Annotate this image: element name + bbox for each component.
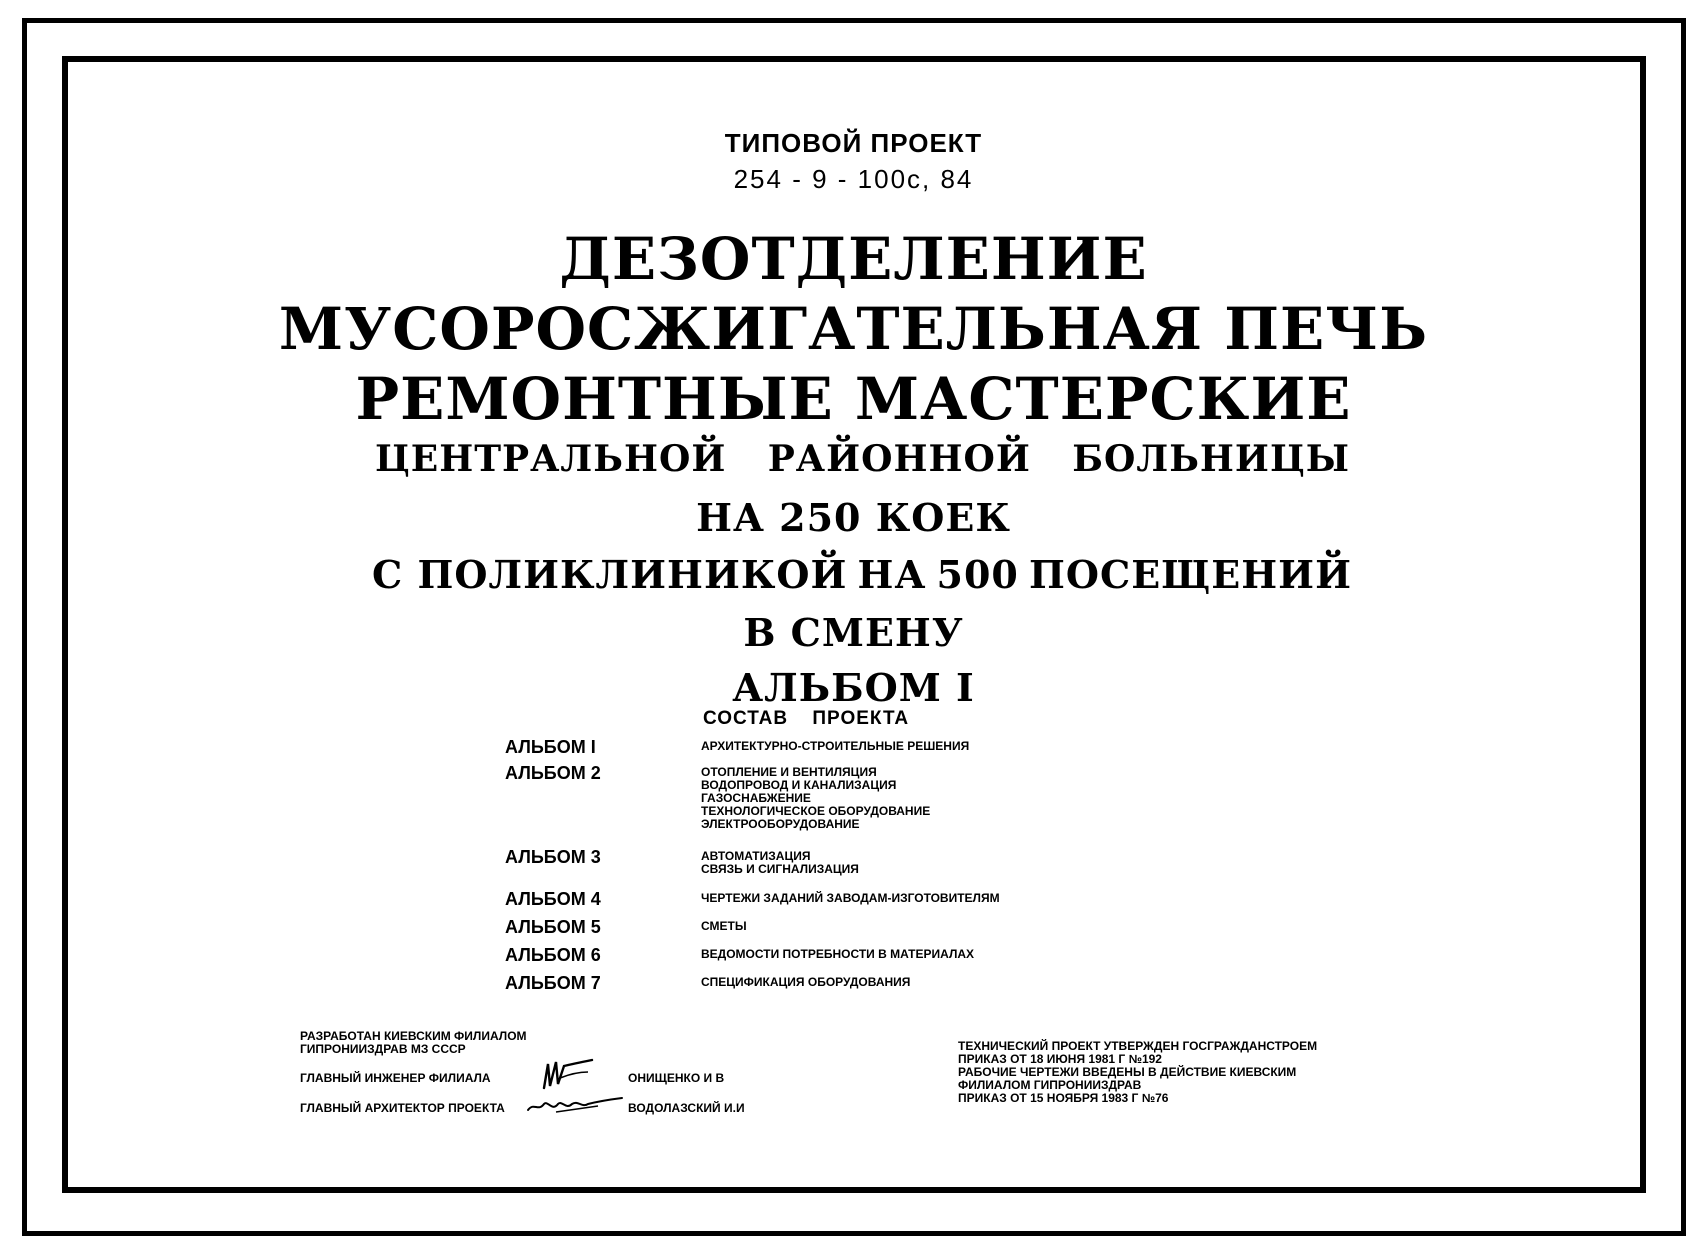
approval-line: РАБОЧИЕ ЧЕРТЕЖИ ВВЕДЕНЫ В ДЕЙСТВИЕ КИЕВСКИМ <box>958 1065 1297 1079</box>
title-line-6-word: С ПОЛИКЛИНИКОЙ <box>372 552 848 597</box>
album-item: АВТОМАТИЗАЦИЯ <box>701 849 811 863</box>
list-item <box>505 945 1205 973</box>
list-item <box>505 847 1205 889</box>
album-item: ОТОПЛЕНИЕ И ВЕНТИЛЯЦИЯ <box>701 765 877 779</box>
approval-line: ТЕХНИЧЕСКИЙ ПРОЕКТ УТВЕРЖДЕН ГОСГРАЖДАНСТРОЕМ <box>958 1039 1318 1053</box>
title-line-7: В СМЕНУ <box>743 610 964 655</box>
list-item <box>505 973 1205 1001</box>
chief-engineer-name: ОНИЩЕНКО И В <box>628 1071 725 1085</box>
chief-engineer-signature <box>540 1058 596 1092</box>
album-item: ВЕДОМОСТИ ПОТРЕБНОСТИ В МАТЕРИАЛАХ <box>701 947 975 961</box>
title-line-6 <box>372 552 1352 597</box>
type-code: 254 - 9 - 100с, 84 <box>733 164 974 194</box>
chief-architect-signature <box>526 1094 626 1116</box>
album-contents <box>701 763 930 847</box>
album-item: ВОДОПРОВОД И КАНАЛИЗАЦИЯ <box>701 778 897 792</box>
title-line-5: НА 250 КОЕК <box>696 495 1011 540</box>
title-line-4-word: ЦЕНТРАЛЬНОЙ <box>375 438 727 480</box>
title-line-4-word: БОЛЬНИЦЫ <box>1072 438 1350 480</box>
album-contents <box>701 889 1000 917</box>
album-contents <box>701 847 859 889</box>
developer-block <box>300 1030 527 1056</box>
chief-architect-name: ВОДОЛАЗСКИЙ И.И <box>628 1101 745 1115</box>
album-label: АЛЬБОМ 2 <box>505 763 601 783</box>
album-contents <box>701 737 969 763</box>
album-label: АЛЬБОМ I <box>505 737 596 757</box>
album-item: ТЕХНОЛОГИЧЕСКОЕ ОБОРУДОВАНИЕ <box>701 804 931 818</box>
album-title: АЛЬБОМ I <box>732 665 975 710</box>
album-item: СПЕЦИФИКАЦИЯ ОБОРУДОВАНИЯ <box>701 975 911 989</box>
album-item: СМЕТЫ <box>701 919 747 933</box>
developer-line: ГИПРОНИИЗДРАВ МЗ СССР <box>300 1042 466 1056</box>
album-contents <box>701 973 910 1001</box>
album-label: АЛЬБОМ 4 <box>505 889 601 909</box>
type-label: ТИПОВОЙ ПРОЕКТ <box>724 128 983 158</box>
approval-block <box>958 1040 1317 1105</box>
album-label: АЛЬБОМ 3 <box>505 847 601 867</box>
title-line-6-word: НА <box>857 552 927 597</box>
title-line-1: ДЕЗОТДЕЛЕНИЕ <box>559 225 1148 293</box>
composition-heading: СОСТАВ ПРОЕКТА <box>703 708 910 729</box>
album-item: АРХИТЕКТУРНО-СТРОИТЕЛЬНЫЕ РЕШЕНИЯ <box>701 739 970 753</box>
approval-line: ПРИКАЗ ОТ 18 ИЮНЯ 1981 Г №192 <box>958 1052 1162 1066</box>
approval-line: ФИЛИАЛОМ ГИПРОНИИЗДРАВ <box>958 1078 1142 1092</box>
list-item <box>505 737 1205 763</box>
album-label: АЛЬБОМ 5 <box>505 917 601 937</box>
chief-architect-label: ГЛАВНЫЙ АРХИТЕКТОР ПРОЕКТА <box>300 1101 505 1115</box>
chief-engineer-label: ГЛАВНЫЙ ИНЖЕНЕР ФИЛИАЛА <box>300 1071 491 1085</box>
album-contents <box>701 917 747 945</box>
developer-line: РАЗРАБОТАН КИЕВСКИМ ФИЛИАЛОМ <box>300 1029 527 1043</box>
title-line-6-word: ПОСЕЩЕНИЙ <box>1028 552 1352 597</box>
album-label: АЛЬБОМ 7 <box>505 973 601 993</box>
album-contents <box>701 945 974 973</box>
title-line-6-word: 500 <box>936 552 1019 597</box>
album-list <box>505 737 1205 1001</box>
list-item <box>505 917 1205 945</box>
title-line-2: МУСОРОСЖИГАТЕЛЬНАЯ ПЕЧЬ <box>278 295 1429 363</box>
album-item: ЧЕРТЕЖИ ЗАДАНИЙ ЗАВОДАМ-ИЗГОТОВИТЕЛЯМ <box>701 891 1000 905</box>
album-item: ЭЛЕКТРООБОРУДОВАНИЕ <box>701 817 860 831</box>
album-label: АЛЬБОМ 6 <box>505 945 601 965</box>
title-line-4-word: РАЙОННОЙ <box>767 438 1031 480</box>
list-item <box>505 889 1205 917</box>
approval-line: ПРИКАЗ ОТ 15 НОЯБРЯ 1983 Г №76 <box>958 1091 1169 1105</box>
list-item <box>505 763 1205 847</box>
title-line-3: РЕМОНТНЫЕ МАСТЕРСКИЕ <box>355 365 1352 433</box>
title-line-4 <box>375 438 1350 480</box>
album-item: СВЯЗЬ И СИГНАЛИЗАЦИЯ <box>701 862 859 876</box>
album-item: ГАЗОСНАБЖЕНИЕ <box>701 791 811 805</box>
